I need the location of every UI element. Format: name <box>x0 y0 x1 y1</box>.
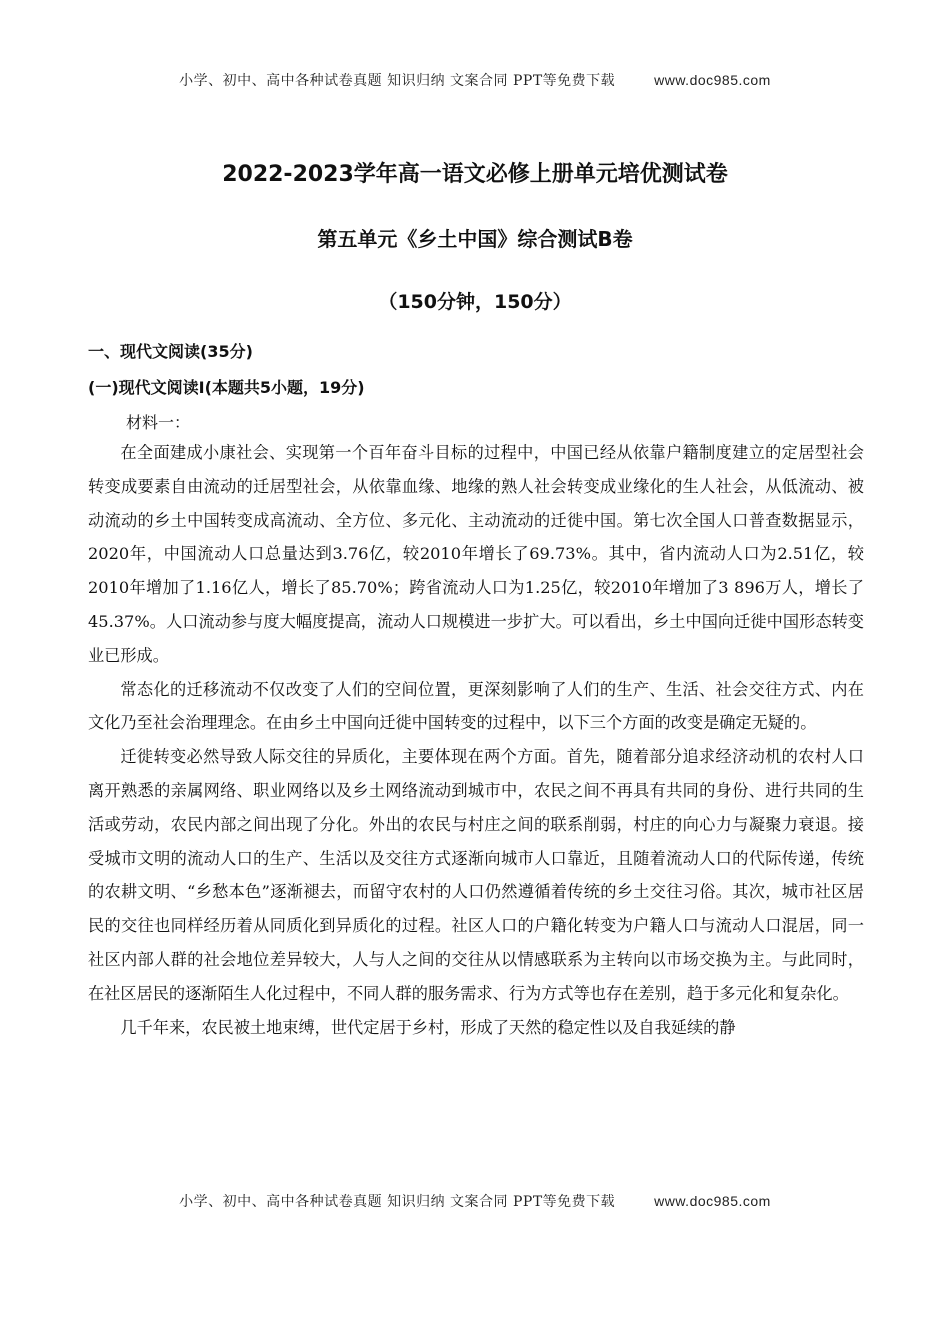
page-header <box>0 70 950 90</box>
section-subheading-reading-1: (一)现代文阅读Ⅰ(本题共5小题，19分) <box>88 378 365 397</box>
exam-time-score: （150分钟，150分） <box>378 291 572 313</box>
passage-paragraph: 几千年来，农民被土地束缚，世代定居于乡村，形成了天然的稳定性以及自我延续的静 <box>120 1017 736 1037</box>
header-text: 小学、初中、高中各种试卷真题 知识归纳 文案合同 PPT等免费下载 <box>179 73 616 89</box>
material-label: 材料一： <box>126 413 191 432</box>
passage-paragraph: 常态化的迁移流动不仅改变了人们的空间位置，更深刻影响了人们的生产、生活、社会交往方式、内在文化乃至社会治理理念。在由乡土中国向迁徙中国转变的过程中，以下三个方面的改变是确定无疑的。 <box>88 679 864 733</box>
section-heading-modern-reading: 一、现代文阅读(35分) <box>88 342 253 361</box>
page-footer <box>0 1191 950 1211</box>
header-site-link[interactable]: www.doc985.com <box>654 72 771 88</box>
footer-text: 小学、初中、高中各种试卷真题 知识归纳 文案合同 PPT等免费下载 <box>179 1194 616 1210</box>
exam-subtitle: 第五单元《乡土中国》综合测试B卷 <box>317 227 633 251</box>
passage-paragraph: 在全面建成小康社会、实现第一个百年奋斗目标的过程中，中国已经从依靠户籍制度建立的定居型社会转变成要素自由流动的迁居型社会，从依靠血缘、地缘的熟人社会转变成业缘化的生人社会，从低流动、被动流动的乡土中国转变成高流动、全方位、多元化、主动流动的迁徙中国。第七次全国人口普查数据显示，2020年，中国流动人口总量达到3.76亿，较2010年增长了69.73%。其中，省内流动人口为2.51亿，较2010年增加了1.16亿人，增长了85.70%；跨省流动人口为1.25亿，较2010年增加了3 896万人，增长了45.37%。人口流动参与度大幅度提高，流动人口规模进一步扩大。可以看出，乡土中国向迁徙中国形态转变业已形成。 <box>88 443 864 665</box>
reading-passage <box>88 436 864 1044</box>
exam-title: 2022-2023学年高一语文必修上册单元培优测试卷 <box>222 162 728 187</box>
passage-paragraph: 迁徙转变必然导致人际交往的异质化，主要体现在两个方面。首先，随着部分追求经济动机的农村人口离开熟悉的亲属网络、职业网络以及乡土网络流动到城市中，农民之间不再具有共同的身份、进行共同的生活或劳动，农民内部之间出现了分化。外出的农民与村庄之间的联系削弱，村庄的向心力与凝聚力衰退。接受城市文明的流动人口的生产、生活以及交往方式逐渐向城市人口靠近，且随着流动人口的代际传递，传统的农耕文明、“乡愁本色”逐渐褪去，而留守农村的人口仍然遵循着传统的乡土交往习俗。其次，城市社区居民的交往也同样经历着从同质化到异质化的过程。社区人口的户籍化转变为户籍人口与流动人口混居，同一社区内部人群的社会地位差异较大，人与人之间的交往从以情感联系为主转向以市场交换为主。与此同时，在社区居民的逐渐陌生人化过程中，不同人群的服务需求、行为方式等也存在差别，趋于多元化和复杂化。 <box>88 747 864 1003</box>
footer-site-link[interactable]: www.doc985.com <box>654 1193 771 1209</box>
